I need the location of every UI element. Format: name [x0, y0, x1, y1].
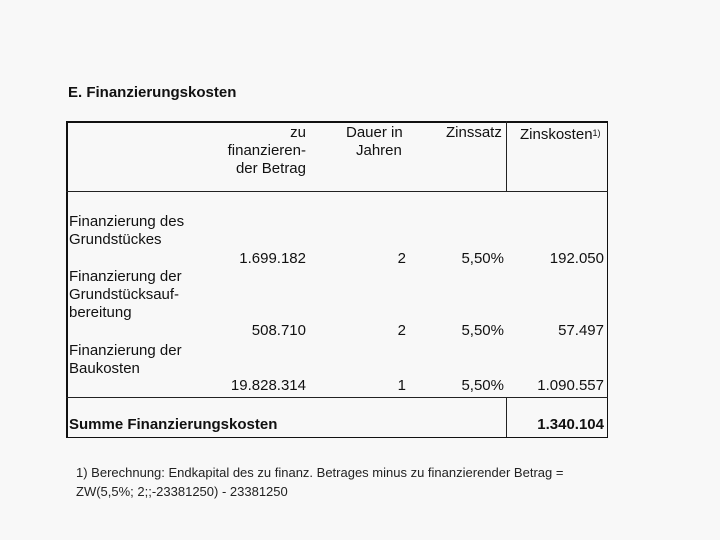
table-border	[66, 437, 608, 439]
footnote: 1) Berechnung: Endkapital des zu finanz. Betrages minus zu finanzierender Betrag = ZW(5,5%; 2;;-23381250) - 23381250	[76, 465, 564, 499]
row-cost: 192.050	[549, 250, 604, 267]
row-rate: 5,50%	[461, 250, 504, 267]
total-divider	[66, 397, 608, 398]
row-cost: 57.497	[558, 322, 604, 339]
row-duration: 2	[397, 250, 406, 267]
row-amount: 1.699.182	[239, 250, 306, 267]
row-amount: 19.828.314	[230, 377, 306, 394]
total-label: Summe Finanzierungskosten	[69, 416, 278, 433]
header-divider	[66, 191, 608, 192]
row-duration: 1	[397, 377, 406, 394]
section-title: E. Finanzierungskosten	[68, 84, 237, 101]
row-label: Finanzierung des Grundstückes	[69, 213, 185, 248]
row-amount: 508.710	[251, 322, 306, 339]
row-rate: 5,50%	[461, 377, 504, 394]
header-duration: Dauer in Jahren	[346, 124, 403, 159]
table-border	[66, 121, 608, 123]
row-duration: 2	[397, 322, 406, 339]
financing-costs-table	[66, 121, 608, 438]
footnote-marker: 1)	[592, 128, 601, 138]
header-cost: Zinskosten$^{1)}$	[520, 126, 601, 143]
row-label: Finanzierung der Baukosten	[69, 342, 182, 377]
row-rate: 5,50%	[461, 322, 504, 339]
header-amount: zu finanzieren- der Betrag	[227, 124, 306, 177]
row-label: Finanzierung der Grundstücksauf- bereitung	[69, 268, 182, 321]
total-cost: 1.340.104	[537, 416, 604, 433]
header-rate: Zinssatz	[446, 124, 502, 141]
row-cost: 1.090.557	[537, 377, 604, 394]
table-border	[66, 121, 68, 438]
table-border	[607, 121, 609, 438]
